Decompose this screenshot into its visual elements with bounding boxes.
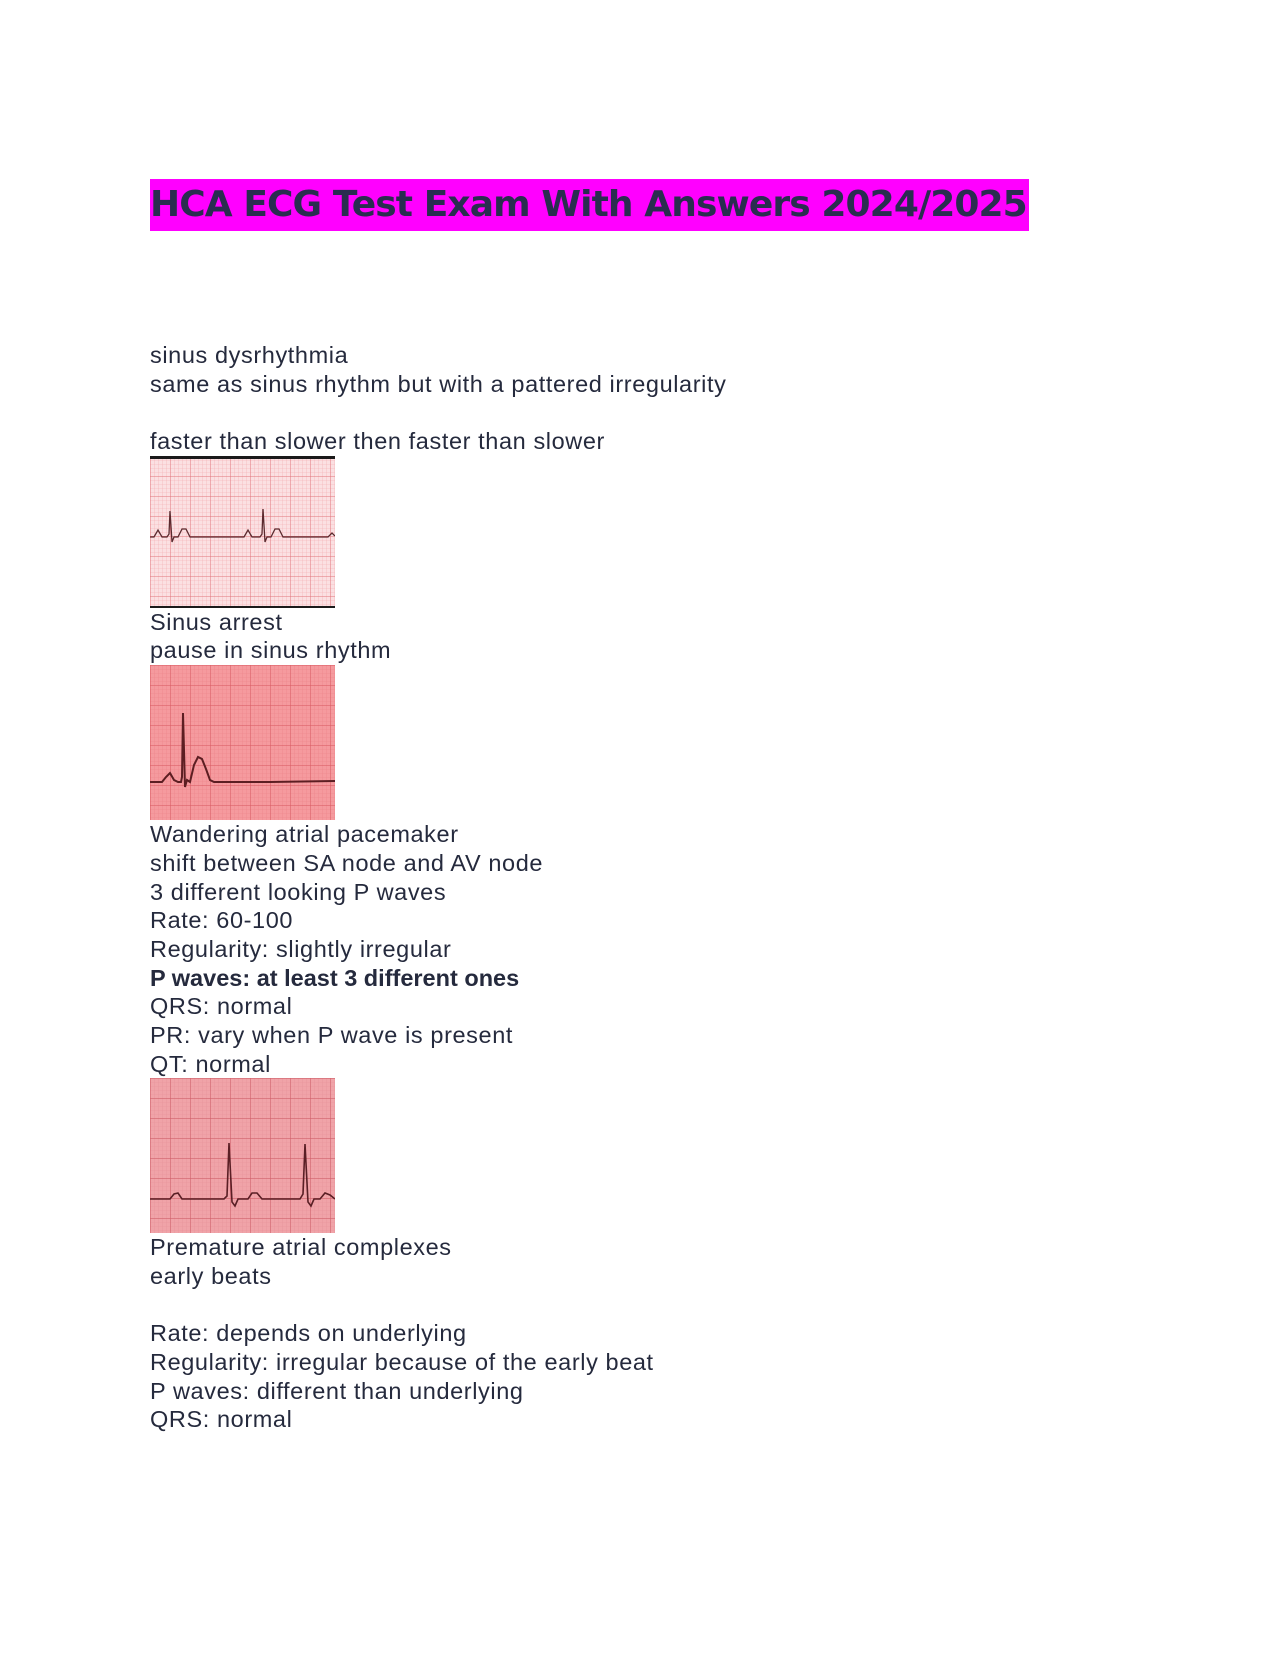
qt-line: QT: normal — [150, 1050, 271, 1077]
definition-line: early beats — [150, 1263, 272, 1289]
document-body — [150, 341, 1150, 1434]
qrs-line: QRS: normal — [150, 1406, 293, 1433]
regularity-line: Regularity: irregular because of the early beat — [150, 1349, 654, 1376]
term-heading: Premature atrial complexes — [150, 1234, 452, 1261]
title-highlight — [150, 179, 1029, 231]
regularity-line: Regularity: slightly irregular — [150, 935, 452, 962]
definition-line: 3 different looking P waves — [150, 878, 447, 905]
definition-line: shift between SA node and AV node — [150, 849, 544, 876]
p-waves-line: P waves: different than underlying — [150, 1377, 524, 1404]
section-sinus-dysrhythmia — [150, 341, 1150, 608]
qrs-line: QRS: normal — [150, 993, 293, 1020]
p-waves-line: P waves: at least 3 different ones — [150, 964, 520, 991]
blank-line — [150, 1291, 1150, 1320]
definition-line: faster than slower then faster than slower — [150, 428, 605, 455]
ecg-strip-sinus-arrest-icon — [150, 665, 335, 820]
pr-line: PR: vary when P wave is present — [150, 1021, 513, 1048]
ecg-strip-sinus-dysrhythmia-icon — [150, 456, 335, 608]
rate-line: Rate: 60-100 — [150, 907, 294, 934]
definition-line: same as sinus rhythm but with a pattered irregularity — [150, 370, 727, 397]
document-title: HCA ECG Test Exam With Answers 2024/2025 — [150, 184, 1027, 225]
section-premature-atrial-complexes — [150, 1233, 1150, 1434]
term-heading: Sinus arrest — [150, 608, 283, 635]
blank-line — [150, 398, 1150, 427]
ecg-strip-wandering-atrial-pacemaker-icon — [150, 1078, 335, 1233]
term-heading: Wandering atrial pacemaker — [150, 821, 459, 848]
section-wandering-atrial-pacemaker — [150, 820, 1150, 1233]
term-heading: sinus dysrhythmia — [150, 342, 349, 368]
section-sinus-arrest — [150, 608, 1150, 820]
definition-line: pause in sinus rhythm — [150, 637, 392, 664]
rate-line: Rate: depends on underlying — [150, 1320, 467, 1347]
